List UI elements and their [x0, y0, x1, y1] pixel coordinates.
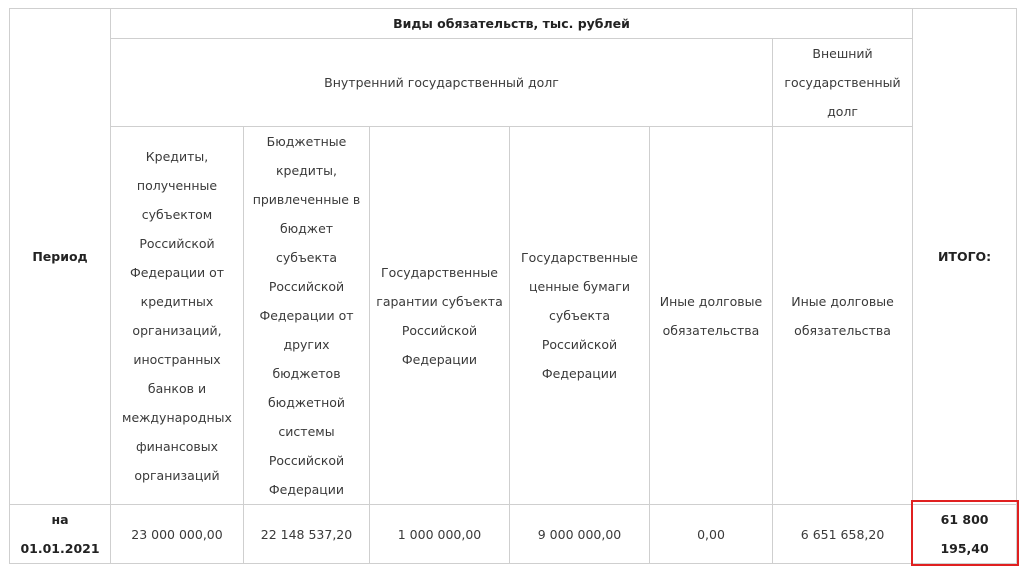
column-header-credit-orgs: Кредиты, полученные субъектом Российской Федерации от кредитных организаций, иностранных банков и международных финансовых организаций: [111, 127, 244, 505]
value-securities: 9 000 000,00: [510, 505, 650, 564]
obligation-types-header: Виды обязательств, тыс. рублей: [111, 9, 913, 39]
value-other-internal: 0,00: [650, 505, 773, 564]
total-value-cell: [913, 505, 1017, 564]
column-header-other-external: Иные долговые обязательства: [773, 127, 913, 505]
total-value: 61 800 195,40: [940, 512, 989, 556]
total-header: ИТОГО:: [913, 9, 1017, 505]
column-header-securities: Государственные ценные бумаги субъекта Российской Федерации: [510, 127, 650, 505]
column-header-state-guarantees: Государственные гарантии субъекта Российской Федерации: [370, 127, 510, 505]
debt-table: [9, 8, 1017, 564]
period-value: на 01.01.2021: [10, 505, 111, 564]
internal-debt-header: Внутренний государственный долг: [111, 39, 773, 127]
total-highlight-box: [911, 500, 1019, 566]
column-header-budget-credits: Бюджетные кредиты, привлеченные в бюджет субъекта Российской Федерации от других бюджетов бюджетной системы Российской Федерации: [244, 127, 370, 505]
table-row: [10, 505, 1017, 564]
external-debt-header: Внешний государственный долг: [773, 39, 913, 127]
period-header: Период: [10, 9, 111, 505]
value-state-guarantees: 1 000 000,00: [370, 505, 510, 564]
column-header-other-internal: Иные долговые обязательства: [650, 127, 773, 505]
value-credit-orgs: 23 000 000,00: [111, 505, 244, 564]
value-other-external: 6 651 658,20: [773, 505, 913, 564]
value-budget-credits: 22 148 537,20: [244, 505, 370, 564]
